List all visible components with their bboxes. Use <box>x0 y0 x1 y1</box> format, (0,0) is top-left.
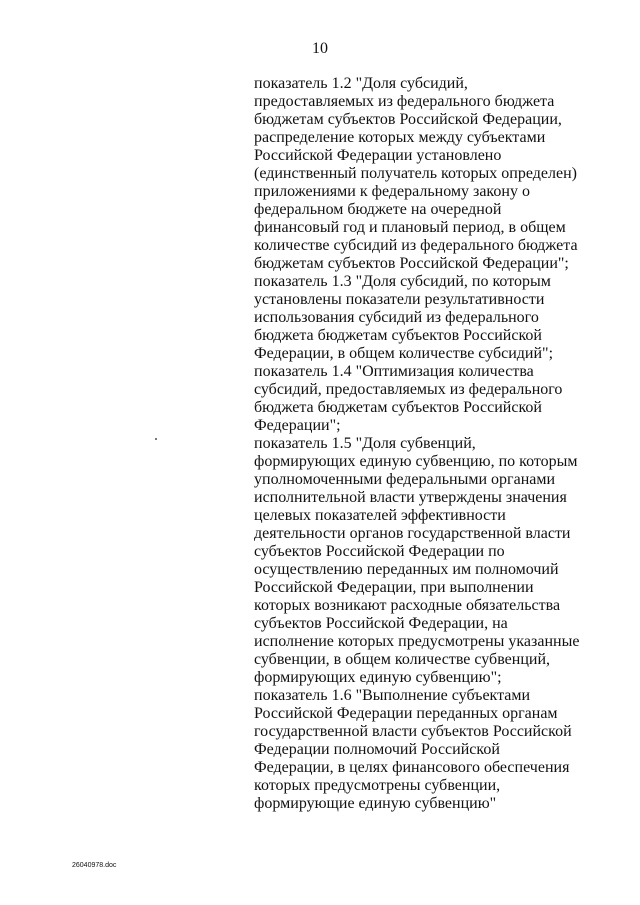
scan-speck <box>155 438 157 440</box>
text-line: исполнение которых предусмотрены указанные <box>254 633 580 650</box>
text-line: осуществлению переданных им полномочий <box>254 561 559 578</box>
text-line: субъектов Российской Федерации по <box>254 543 505 560</box>
text-line: установлены показатели результативности <box>254 291 545 308</box>
text-line: показатель 1.6 "Выполнение субъектами <box>254 687 531 704</box>
text-line: государственной власти субъектов Российской <box>254 723 572 740</box>
text-line: формирующие единую субвенцию" <box>254 795 497 812</box>
page-number: 10 <box>312 40 328 57</box>
text-line: бюджетам субъектов Российской Федерации, <box>254 111 562 128</box>
text-line: которых предусмотрены субвенции, <box>254 777 501 794</box>
text-line: бюджета бюджетам субъектов Российской <box>254 327 542 344</box>
text-line: Федерации полномочий Российской <box>254 741 500 758</box>
text-line: субвенции, в общем количестве субвенций, <box>254 651 551 668</box>
text-line: Российской Федерации, при выполнении <box>254 579 534 596</box>
text-line: субсидий, предоставляемых из федерального <box>254 381 563 398</box>
text-line: показатель 1.2 "Доля субсидий, <box>254 75 468 92</box>
text-line: Федерации"; <box>254 417 341 434</box>
text-line: исполнительной власти утверждены значения <box>254 489 567 506</box>
text-line: показатель 1.4 "Оптимизация количества <box>254 363 534 380</box>
text-line: деятельности органов государственной власти <box>254 525 571 542</box>
text-line: субъектов Российской Федерации, на <box>254 615 508 632</box>
footer-filename: 26040978.doc <box>72 862 117 869</box>
text-line: формирующих единую субвенцию"; <box>254 669 502 686</box>
text-line: Российской Федерации установлено <box>254 147 502 164</box>
text-line: формирующих единую субвенцию, по которым <box>254 453 578 470</box>
text-line: бюджета бюджетам субъектов Российской <box>254 399 542 416</box>
text-line: предоставляемых из федерального бюджета <box>254 93 555 110</box>
text-line: использования субсидий из федерального <box>254 309 539 326</box>
text-line: Российской Федерации переданных органам <box>254 705 558 722</box>
text-line: Федерации, в общем количестве субсидий"; <box>254 345 554 362</box>
text-line: бюджетам субъектов Российской Федерации"; <box>254 255 569 272</box>
text-line: приложениями к федеральному закону о <box>254 183 530 200</box>
text-line: Федерации, в целях финансового обеспечения <box>254 759 570 776</box>
text-line: целевых показателей эффективности <box>254 507 506 524</box>
text-line: распределение которых между субъектами <box>254 129 546 146</box>
text-line: показатель 1.5 "Доля субвенций, <box>254 435 476 452</box>
text-line: показатель 1.3 "Доля субсидий, по которым <box>254 273 551 290</box>
text-line: количестве субсидий из федерального бюджета <box>254 237 578 254</box>
indicator-list-text <box>254 75 599 813</box>
text-line: (единственный получатель которых определен) <box>254 165 577 182</box>
text-line: которых возникают расходные обязательства <box>254 597 561 614</box>
text-line: уполномоченными федеральными органами <box>254 471 556 488</box>
text-line: федеральном бюджете на очередной <box>254 201 502 218</box>
text-line: финансовый год и плановый период, в общем <box>254 219 566 236</box>
